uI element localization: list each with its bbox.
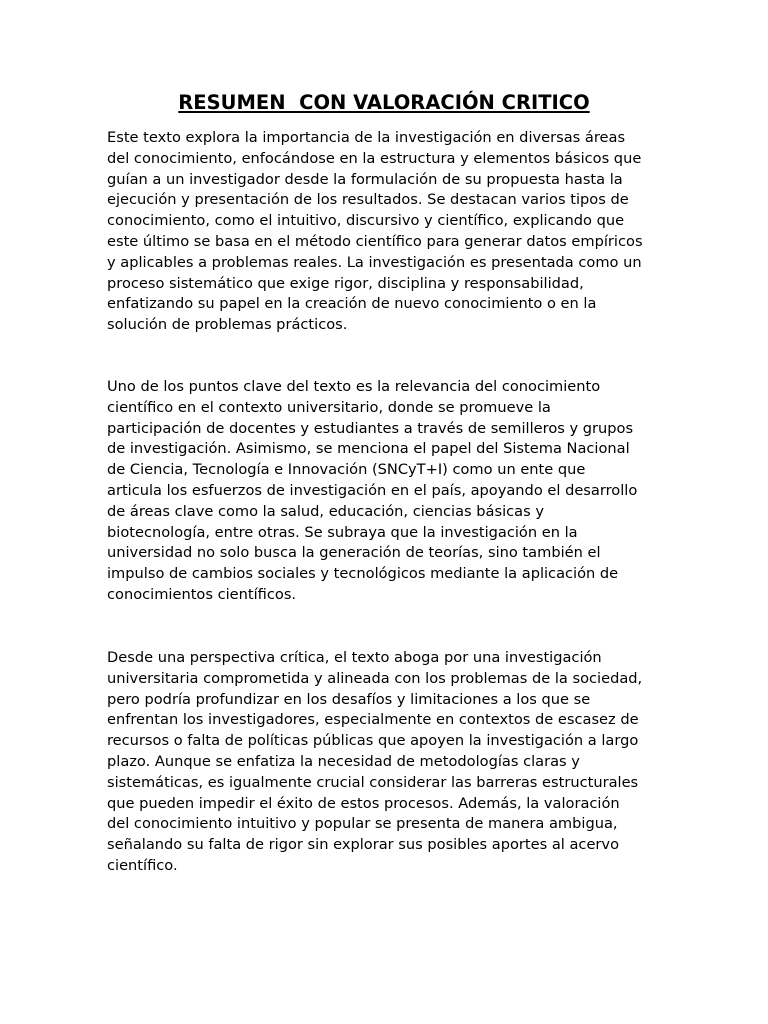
paragraph-3 [107,648,667,877]
text-line: y aplicables a problemas reales. La investigación es presentada como un [107,253,642,271]
text-line: guían a un investigador desde la formulación de su propuesta hasta la [107,170,623,188]
text-line: del conocimiento, enfocándose en la estructura y elementos básicos que [107,149,642,167]
text-line: biotecnología, entre otras. Se subraya que la investigación en la [107,523,578,541]
text-line: ejecución y presentación de los resultados. Se destacan varios tipos de [107,191,629,209]
paragraph-2 [107,377,667,606]
text-line: solución de problemas prácticos. [107,316,348,334]
text-line: de Ciencia, Tecnología e Innovación (SNCyT+I) como un ente que [107,461,586,479]
text-line: científico en el contexto universitario, donde se promueve la [107,398,551,416]
text-line: este último se basa en el método científico para generar datos empíricos [107,232,643,250]
text-line: conocimientos científicos. [107,585,297,603]
text-line: participación de docentes y estudiantes a través de semilleros y grupos [107,419,634,437]
text-line: impulso de cambios sociales y tecnológicos mediante la aplicación de [107,565,619,583]
text-line: universidad no solo busca la generación de teorías, sino también el [107,544,601,562]
text-line: recursos o falta de políticas públicas que apoyen la investigación a largo [107,732,639,750]
text-line: de áreas clave como la salud, educación, ciencias básicas y [107,502,544,520]
text-line: universitaria comprometida y alineada con los problemas de la sociedad, [107,669,643,687]
text-line: proceso sistemático que exige rigor, disciplina y responsabilidad, [107,274,584,292]
text-line: científico. [107,856,178,874]
text-line: enfrentan los investigadores, especialmente en contextos de escasez de [107,711,639,729]
text-line: de investigación. Asimismo, se menciona el papel del Sistema Nacional [107,440,630,458]
text-line: Este texto explora la importancia de la investigación en diversas áreas [107,129,626,146]
text-line: enfatizando su papel en la creación de nuevo conocimiento o en la [107,295,597,313]
text-line: conocimiento, como el intuitivo, discursivo y científico, explicando que [107,212,625,230]
text-line: plazo. Aunque se enfatiza la necesidad de metodologías claras y [107,752,580,770]
document-title: RESUMEN CON VALORACIÓN CRITICO [178,91,590,114]
paragraph-1 [107,128,667,336]
text-line: sistemáticas, es igualmente crucial considerar las barreras estructurales [107,773,639,791]
text-line: señalando su falta de rigor sin explorar sus posibles aportes al acervo [107,836,619,854]
text-line: Uno de los puntos clave del texto es la relevancia del conocimiento [107,378,601,395]
text-line: articula los esfuerzos de investigación en el país, apoyando el desarrollo [107,481,638,499]
text-line: que pueden impedir el éxito de estos procesos. Además, la valoración [107,794,620,812]
text-line: pero podría profundizar en los desafíos y limitaciones a los que se [107,690,591,708]
text-line: Desde una perspectiva crítica, el texto aboga por una investigación [107,649,602,666]
text-line: del conocimiento intuitivo y popular se presenta de manera ambigua, [107,815,618,833]
